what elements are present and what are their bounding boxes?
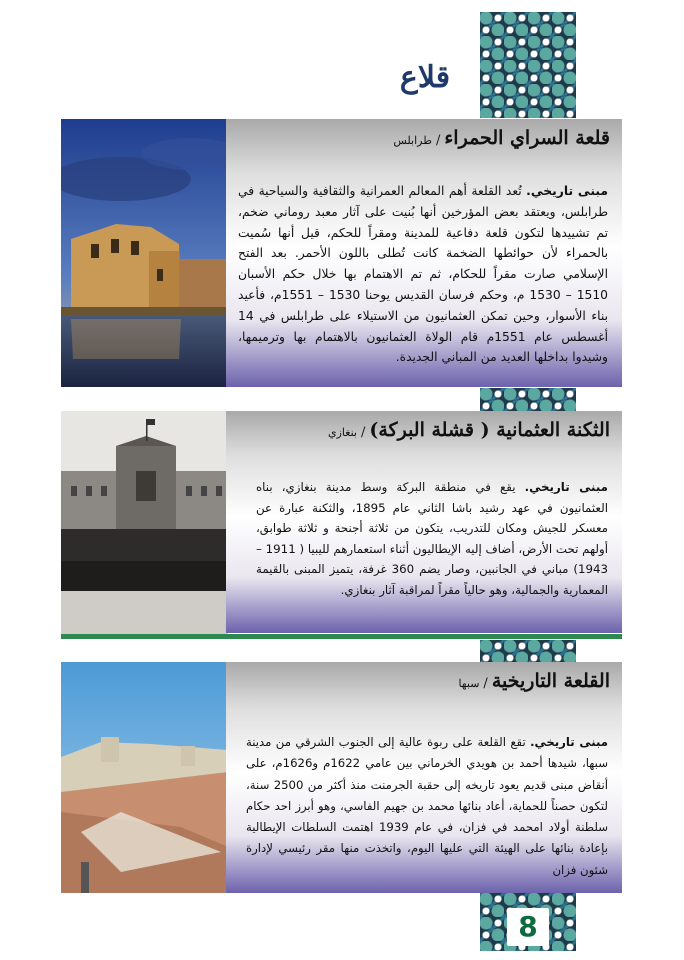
divider-bar bbox=[61, 634, 622, 639]
page-title: قلاع bbox=[399, 60, 451, 95]
photo-sabha-castle bbox=[61, 662, 228, 893]
title-separator: / bbox=[435, 133, 441, 148]
section-red-castle bbox=[226, 119, 622, 387]
section-text bbox=[238, 181, 608, 368]
section-lead: مبنى تاريخي. bbox=[524, 480, 608, 494]
section-title: قلعة السراي الحمراء bbox=[444, 127, 610, 149]
section-ottoman-barracks bbox=[226, 411, 622, 633]
section-lead: مبنى تاريخي. bbox=[530, 735, 608, 749]
section-title-row bbox=[458, 670, 610, 692]
section-text bbox=[246, 732, 608, 881]
photo-ottoman-barracks bbox=[61, 411, 228, 638]
section-body: تقع القلعة على ربوة عالية إلى الجنوب الشرقي من مدينة سبها، شيدها أحمد بن هويدي الخرماني بين عامي 1622م و1626م، على أنقاض مبنى قديم يعود تاريخه إلى حقبة الجرمنت منذ أكثر من 2500 سنة، لتكون حصناً للحماية، أعاد بنائها محمد بن جهيم الفاسي، وهو أبرز احد حكام سلطنة أولاد امحمد في فزان، في عام 1939 اهتمت السلطات الإيطالية بإعادة بنائها على الهيئة التي عليها اليوم، واتخذت منها مقر رئيسي لإدارة شئون فزان bbox=[246, 735, 608, 877]
section-city: طرابلس bbox=[393, 134, 432, 147]
section-lead: مبنى تاريخي. bbox=[526, 184, 608, 198]
section-body: يقع في منطقة البركة وسط مدينة بنغازي، بناه العثمانيون في عهد رشيد باشا الثاني عام 1895، والثكنة عبارة عن معسكر للجيش ومكان للتدريب، يتكون من ثلاثة أجنحة و ثلاثة طوابق، أولهم تحت الأرض، أضاف إليه الإيطاليون أثناء استعمارهم لليبيا ( 1911 – 1943) مباني في الجانبين، وصار يضم 360 غرفة، يتميز المبنى بالقيمة المعمارية والجمالية، وهو حالياً مقراً لمراقبة آثار بنغازي. bbox=[256, 480, 608, 597]
tile-pattern-mid-2 bbox=[480, 640, 576, 662]
section-body: تُعد القلعة أهم المعالم العمرانية والثقافية والسياحية في طرابلس، ويعتقد بعض المؤرخين أنها بُنيت على آثار معبد روماني ضخم، تم تشييدها لتكون قلعة دفاعية للمدينة ومقراً للحكم، قيل أنها سُميت بالحمراء لأن حوائطها الضخمة كانت تُطلى باللون الأحمر. بعد الفتح الإسلامي صارت مقراً للحكام، ثم تم الاهتمام بها خلال حكم الأسبان 1510 – 1530 م، وحكم فرسان القديس يوحنا 1530 – 1551م، فأعيد بناء الأسوار، وحين تمكن العثمانيون من الاستيلاء على طرابلس في 14 أغسطس عام 1551م قام الولاة العثمانيون بالاهتمام بها وترميمها، وشيدوا بداخلها العديد من المباني الجديدة. bbox=[238, 184, 608, 365]
section-title-row bbox=[393, 127, 610, 149]
section-title: القلعة التاريخية bbox=[491, 670, 610, 692]
title-separator: / bbox=[483, 676, 488, 691]
page-number: 8 bbox=[507, 908, 549, 946]
section-sabha-castle bbox=[226, 662, 622, 893]
section-title-row bbox=[328, 419, 610, 441]
section-title: الثكنة العثمانية ( قشلة البركة) bbox=[369, 419, 610, 441]
section-text bbox=[256, 477, 608, 600]
tile-pattern-mid-1 bbox=[480, 388, 576, 412]
photo-red-castle bbox=[61, 119, 228, 387]
tile-pattern-top bbox=[480, 12, 576, 118]
title-separator: / bbox=[360, 425, 366, 440]
section-city: بنغازي bbox=[328, 426, 357, 439]
section-city: سبها bbox=[458, 677, 480, 690]
